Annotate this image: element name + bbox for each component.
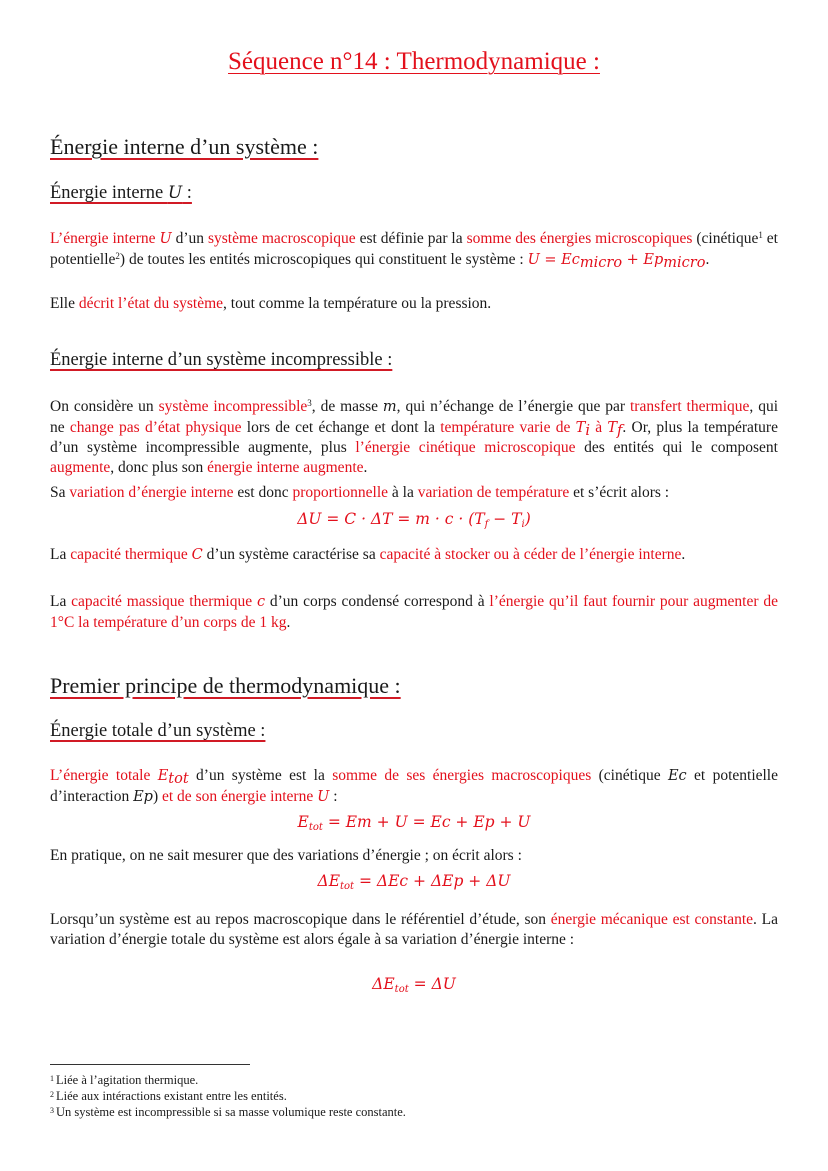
text-run: système macroscopique — [207, 230, 356, 247]
text-run: f — [484, 519, 489, 530]
text-run: Elle — [50, 295, 79, 312]
footnote-3 — [50, 1105, 406, 1120]
text-run: , donc plus son — [110, 458, 208, 476]
math-symbol: U — [159, 231, 172, 247]
math-symbol: U = Ec — [527, 251, 580, 268]
math-symbol: E — [157, 768, 169, 784]
subsection-heading-text: Énergie interne — [50, 183, 168, 203]
text-run: système incompressible — [158, 398, 308, 415]
paragraph-incompressible-system — [50, 397, 778, 477]
footnote-text: Un système est incompressible si sa masse volumique reste constante. — [56, 1105, 406, 1119]
equation-e-tot — [50, 813, 778, 831]
page-title: Séquence n°14 : Thermodynamique : — [228, 48, 600, 75]
equation-delta-u — [50, 510, 778, 528]
text-run: En pratique, on ne sait mesurer que des variations d’énergie ; on écrit alors : — [50, 847, 522, 864]
math-symbol: micro — [663, 254, 706, 271]
text-run: transfert thermique — [630, 398, 750, 415]
text-run: énergie interne augmente — [207, 458, 364, 476]
equation-delta-e-tot — [50, 872, 778, 890]
text-run: variation d’énergie interne — [69, 484, 234, 501]
text-run: des entités qui le composent — [575, 439, 778, 456]
subsection-heading-total-energy: Énergie totale d’un système : — [50, 721, 266, 741]
text-run: Sa — [50, 484, 70, 501]
paragraph-thermal-capacity — [50, 545, 778, 566]
text-run: . — [705, 250, 710, 268]
text-run: tot — [340, 881, 355, 892]
text-run: L’énergie interne — [50, 230, 160, 247]
text-run: augmente — [50, 458, 111, 476]
text-run: capacité thermique — [70, 546, 192, 563]
text-run: d’un système caractérise sa — [202, 546, 380, 563]
text-run: ΔE — [372, 975, 395, 993]
text-run: tot — [394, 984, 409, 995]
text-run: énergie mécanique est constante — [550, 911, 754, 928]
text-run: est donc — [233, 484, 293, 501]
text-run: (cinétique — [591, 767, 668, 784]
math-symbol: micro — [579, 254, 623, 271]
math-symbol: C — [191, 547, 203, 563]
text-run: . — [363, 458, 368, 476]
text-run: d’un système est la — [188, 767, 333, 784]
footnote-separator — [50, 1064, 250, 1065]
math-symbol: Ec — [667, 768, 687, 784]
subsection-heading-tail: : — [182, 183, 192, 203]
footnote-text: Liée aux intéractions existant entre les entités. — [56, 1089, 287, 1103]
text-run: : — [329, 787, 338, 805]
text-run: décrit l’état du système — [78, 295, 224, 312]
text-run: Lorsqu’un système est au repos macroscopique dans le référentiel d’étude, son — [50, 911, 551, 928]
text-run: . — [681, 546, 686, 563]
text-run: et potentielle d’interaction — [50, 767, 778, 805]
text-run: On considère un — [50, 398, 159, 415]
subsection-heading-var: U — [167, 183, 183, 203]
text-run: = ΔU — [408, 975, 456, 993]
footnote-ref: 3 — [307, 398, 312, 408]
text-run: proportionnelle — [292, 484, 389, 501]
section-heading-internal-energy: Énergie interne d’un système : — [50, 134, 319, 159]
footnote-number: 1 — [50, 1074, 54, 1083]
text-run: ) — [524, 510, 531, 528]
text-run: somme de ses énergies macroscopiques — [332, 767, 592, 784]
text-run: l’énergie cinétique microscopique — [355, 439, 576, 456]
text-run: . Or, plus la température d’un système incompressible augmente, plus — [50, 418, 778, 456]
text-run: L’énergie totale — [50, 767, 158, 784]
text-run: température varie de — [440, 418, 576, 436]
text-run: i — [521, 519, 525, 530]
text-run: La — [50, 593, 72, 610]
equation-delta-e-tot-equals-delta-u — [50, 975, 778, 993]
text-run: = ΔEc + ΔEp + ΔU — [354, 872, 511, 890]
text-run: La — [50, 546, 71, 563]
math-symbol: i — [585, 422, 590, 439]
text-run: capacité à stocker ou à céder de l’énergie interne — [379, 546, 682, 563]
text-run: d’un corps condensé correspond à — [265, 593, 490, 610]
text-run: . La variation d’énergie totale du système est alors égale à sa variation d’énergie interne : — [50, 911, 778, 948]
paragraph-in-practice — [50, 846, 778, 866]
paragraph-state-description — [50, 294, 778, 314]
math-symbol: T — [607, 419, 618, 436]
paragraph-internal-energy-definition — [50, 229, 778, 270]
section-heading-first-principle: Premier principe de thermodynamique : — [50, 673, 401, 698]
text-run: lors de cet échange et dont la — [241, 418, 441, 436]
paragraph-total-energy — [50, 766, 778, 807]
footnote-text: Liée à l’agitation thermique. — [56, 1073, 199, 1087]
paragraph-rest-system — [50, 910, 778, 949]
text-run: d’un — [171, 230, 208, 247]
text-run: (cinétique — [692, 230, 759, 247]
math-symbol: Ep — [133, 788, 153, 805]
math-symbol: T — [575, 419, 586, 436]
text-run: − T — [488, 510, 522, 528]
footnote-ref: 2 — [115, 250, 120, 261]
text-run: et s’écrit alors : — [569, 484, 670, 501]
text-run: , qui ne — [50, 398, 778, 436]
math-symbol: tot — [168, 771, 189, 787]
text-run: tot — [308, 822, 323, 833]
math-symbol: m — [382, 399, 397, 415]
text-run: ΔE — [317, 872, 341, 890]
text-run: E — [297, 813, 309, 831]
footnote-ref: 1 — [758, 230, 763, 240]
footnote-2 — [50, 1089, 287, 1104]
text-run: = Em + U = Ec + Ep + U — [322, 813, 531, 831]
text-run: ΔU = C · ΔT = m · c · (T — [297, 510, 485, 528]
text-run: ) de toutes les entités microscopiques qui constituent le système : — [119, 250, 528, 268]
footnote-number: 2 — [50, 1090, 54, 1099]
text-run: et potentielle — [50, 230, 778, 268]
text-run: l’énergie qu’il faut fournir pour augmenter de 1°C la température d’un corps de 1 kg — [50, 593, 778, 631]
footnote-number: 3 — [50, 1106, 54, 1115]
text-run: et de son énergie interne — [162, 787, 318, 805]
paragraph-specific-heat — [50, 592, 778, 632]
math-symbol: U — [317, 788, 330, 805]
text-run: , qui n’échange de l’énergie que par — [396, 398, 630, 415]
text-run: ) — [152, 787, 162, 805]
section-heading-incompressible: Énergie interne d’un système incompressible : — [50, 350, 393, 370]
text-run: capacité massique thermique — [71, 593, 257, 610]
footnote-1 — [50, 1073, 198, 1088]
paragraph-variation-proportional — [50, 483, 778, 503]
text-run: variation de température — [417, 484, 570, 501]
text-run: , de masse — [311, 398, 383, 415]
text-run: à la — [388, 484, 418, 501]
text-run: à — [589, 418, 608, 436]
text-run: . — [286, 613, 291, 631]
text-run: est définie par la — [355, 230, 467, 247]
text-run: somme des énergies microscopiques — [466, 230, 693, 247]
math-symbol: + Ep — [622, 251, 664, 268]
subsection-heading-internal-energy-u — [50, 183, 192, 204]
text-run: , tout comme la température ou la pression. — [223, 295, 492, 312]
math-symbol: f — [617, 422, 623, 439]
text-run: change pas d’état physique — [69, 418, 242, 436]
math-symbol: c — [256, 594, 266, 610]
